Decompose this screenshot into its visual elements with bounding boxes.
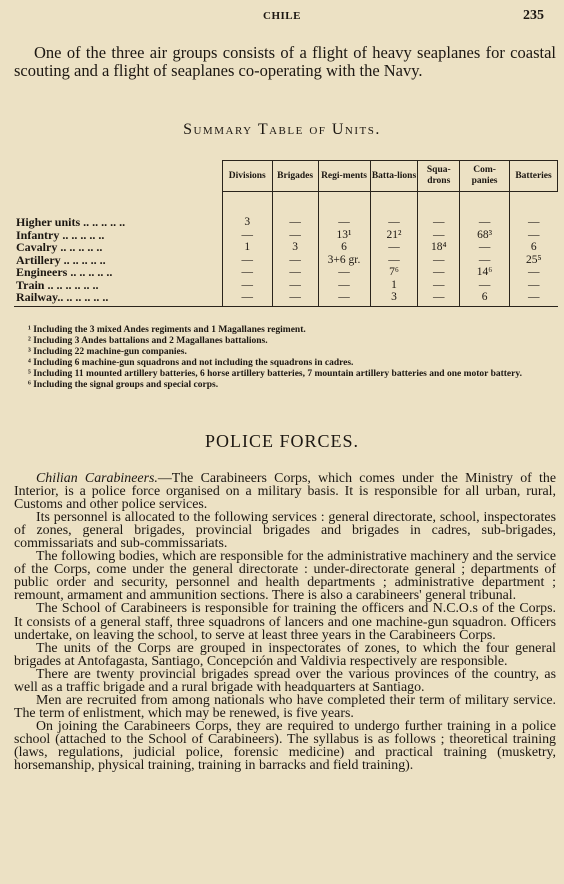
table-cell: 21² [370,229,418,242]
table-cell: — [272,266,318,279]
table-cell: — [318,216,370,229]
table-cell: 6 [460,291,510,306]
table-cell: 18⁴ [418,241,460,254]
table-header-row [14,161,558,192]
table-spacer-row [14,192,558,217]
table-cell: — [370,216,418,229]
table-cell: — [460,279,510,292]
table-cell: — [510,279,558,292]
footnote: ⁴ Including 6 machine-gun squadrons and not including the squadrons in cadres. [28,358,354,368]
body-paragraph: The following bodies, which are responsible for the administrative machinery and the service of the Corps, come under the general directorate : under-directorate general ; departments of public order and security, personnel and health departments ; administrative department ; remount, armament and ammunition sections. There is also a carabineers' general tribunal. [14,549,556,604]
body-paragraph: On joining the Carabineers Corps, they are required to undergo further training in a police school (attached to the School of Carabineers). The syllabus is as follows ; theoretical training (laws, regulations, judicial police, forensic medicine) and practical training (musketry, horsemanship, physical training, training in barracks and field training). [14,718,556,774]
footnote: ⁵ Including 11 mounted artillery batteries, 6 horse artillery batteries, 7 mountain artillery batteries and one motor battery. [28,369,522,379]
summary-table-title: Summary Table of Units. [183,121,381,138]
footnotes [28,325,554,391]
column-header: Brigades [272,161,318,192]
column-header: Batta-lions [370,161,418,192]
table-cell: — [510,266,558,279]
table-cell: 25⁵ [510,254,558,267]
table-cell: 6 [510,241,558,254]
table-cell: 3 [272,241,318,254]
table-row [14,291,558,306]
table-cell: — [370,254,418,267]
table-cell: 6 [318,241,370,254]
table-cell: — [418,279,460,292]
body-paragraph: Men are recruited from among nationals who have completed their term of military service. The term of enlistment, which may be renewed, is five years. [14,692,556,721]
summary-table [14,160,558,307]
table-cell: 3+6 gr. [318,254,370,267]
table-row [14,266,558,279]
row-label: Train .. .. .. .. .. .. [16,277,99,292]
footnote: ² Including 3 Andes battalions and 2 Magallanes battalions. [28,336,268,346]
table-row [14,216,558,229]
row-label: Infantry .. .. .. .. .. [16,227,105,242]
column-header: Regi-ments [318,161,370,192]
body-paragraph: Its personnel is allocated to the following services : general directorate, school, inspectorates of zones, general brigades, provincial brigades and brigades in cadres, sub-brigades, commissariats and sub-commissariats. [14,510,556,552]
table-cell: — [418,216,460,229]
table-cell: — [510,291,558,306]
running-head: CHILE [263,10,301,22]
table-cell: — [272,229,318,242]
table-cell: 13¹ [318,229,370,242]
table-cell: — [222,291,272,306]
body-paragraph: The units of the Corps are grouped in inspectorates of zones, to which the four general brigades at Antofagasta, Santiago, Concepción and Valdivia respectively are responsible. [14,640,556,669]
column-header: Batteries [510,161,558,192]
header-blank [14,161,222,192]
table-row [14,241,558,254]
table-cell: 3 [370,291,418,306]
table-cell: — [418,229,460,242]
table-cell: — [370,241,418,254]
body-paragraph: There are twenty provincial brigades spread over the various provinces of the country, as well as a traffic brigade and a rural brigade with headquarters at Santiago. [14,666,556,695]
table-cell: — [222,229,272,242]
table-body [14,192,558,307]
column-header: Com-panies [460,161,510,192]
table-cell: — [418,266,460,279]
footnote: ¹ Including the 3 mixed Andes regiments and 1 Magallanes regiment. [28,325,306,335]
table-cell: — [460,254,510,267]
row-label: Artillery .. .. .. .. .. [16,252,106,267]
table-cell: 3 [222,216,272,229]
table-cell: — [318,291,370,306]
page-number: 235 [523,8,544,23]
run-in-heading: Chilian Carabineers. [36,471,158,486]
footnote: ³ Including 22 machine-gun companies. [28,347,187,357]
row-label: Engineers .. .. .. .. .. [16,265,113,279]
police-forces-title: POLICE FORCES. [204,431,360,451]
table-cell: — [510,229,558,242]
column-header: Divisions [222,161,272,192]
table-cell: — [418,291,460,306]
table-cell: — [222,254,272,267]
page-header [0,10,564,28]
table-cell: — [222,279,272,292]
body-paragraph: The School of Carabineers is responsible for training the officers and N.C.O.s of the Corps. It consists of a general staff, three squadrons of lancers and one machine-gun squadron. Officers undertake, on leaving the school, to serve at least three years in the Carabineers Corps. [14,601,556,643]
table-cell: 14⁶ [460,266,510,279]
table-cell: — [272,216,318,229]
body-paragraph [14,472,556,511]
row-label: Railway.. .. .. .. .. .. [14,291,222,306]
intro-paragraph: One of the three air groups consists of a flight of heavy seaplanes for coastal scouting and a flight of seaplanes co-operating with the Navy. [14,43,556,80]
footnote: ⁶ Including the signal groups and special corps. [28,380,219,390]
table-cell: — [272,254,318,267]
table-cell: 68³ [460,229,510,242]
row-label: Cavalry .. .. .. .. .. [16,240,103,254]
paragraph-text: —The Carabineers Corps, which comes under the Ministry of the Interior, is a police force organised on a military basis. It is responsible for all urban, rural, Customs and other police services. [14,471,557,513]
table-cell: — [460,216,510,229]
table-cell: — [272,291,318,306]
table-cell: — [272,279,318,292]
table-cell: 1 [370,279,418,292]
table-cell: — [318,279,370,292]
column-header: Squa-drons [418,161,460,192]
police-body [14,472,556,772]
row-label: Higher units .. .. .. .. .. [16,215,126,229]
table-cell: 7⁶ [370,266,418,279]
table-cell: — [460,241,510,254]
table-cell: — [418,254,460,267]
table-cell: — [510,216,558,229]
table-cell: — [318,266,370,279]
table-cell: — [222,266,272,279]
table-cell: 1 [222,241,272,254]
